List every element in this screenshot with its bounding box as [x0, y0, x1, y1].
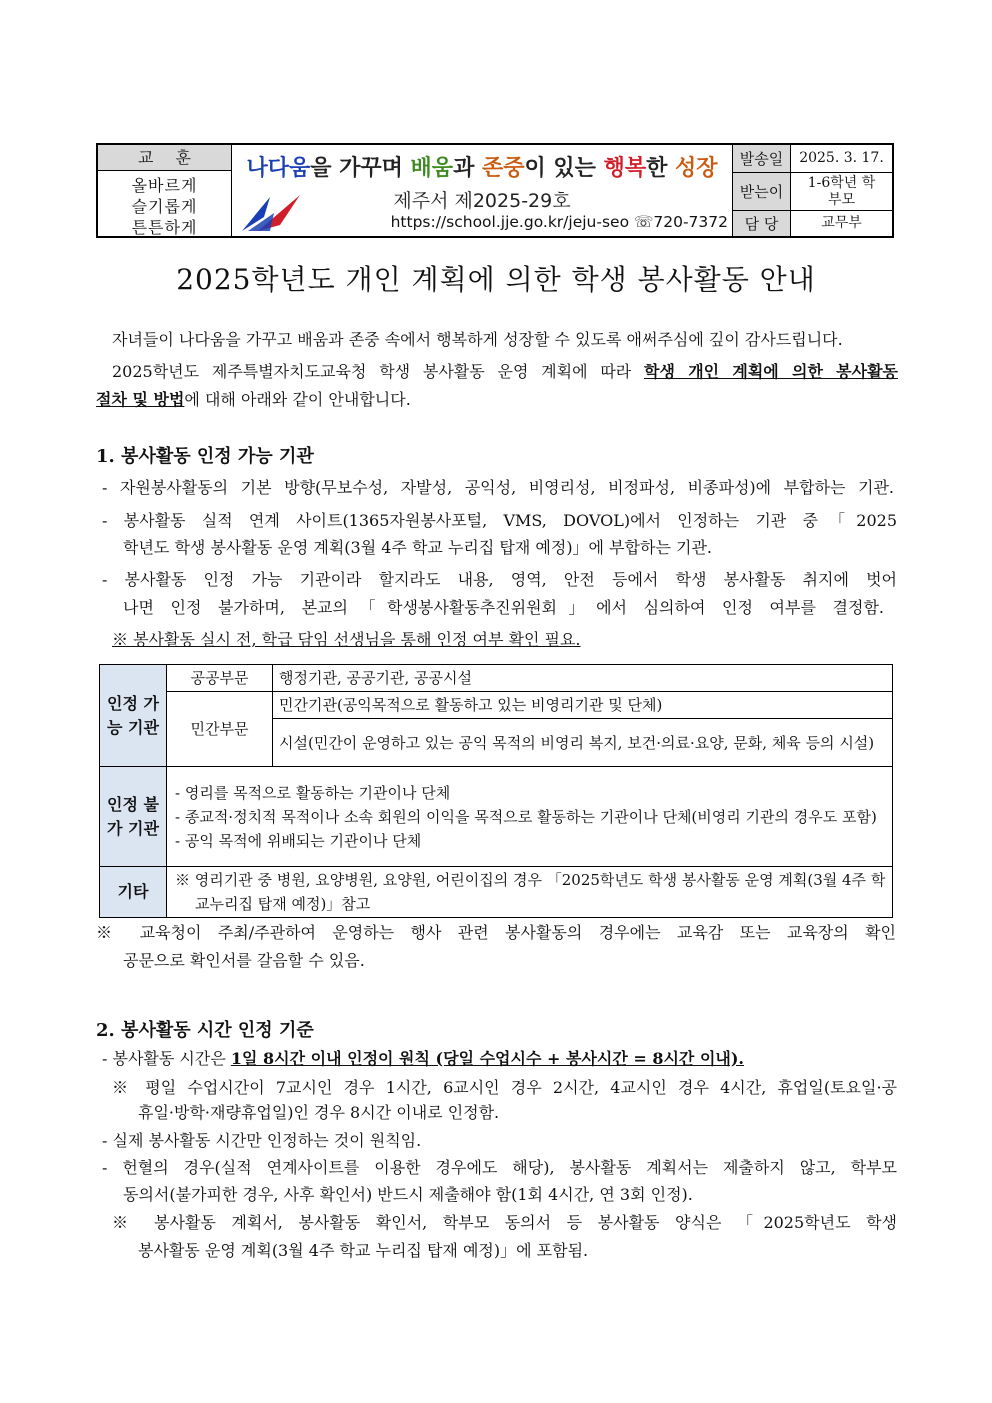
allowed-label: 인정 가능 기관: [100, 665, 167, 767]
section-1-note-2-cont: 공문으로 확인서를 갈음할 수 있음.: [123, 951, 365, 970]
info-value: 1-6학년 학부모: [807, 174, 876, 208]
private-sector-value-2: 시설(민간이 운영하고 있는 공익 목적의 비영리 복지, 보건·의료·요양, 문화, 체육 등의 시설): [273, 719, 893, 767]
section-2-bullet-cont: 동의서(불가피한 경우, 사후 확인서) 반드시 제출해야 함(1회 4시간, 연 3회 인정).: [123, 1185, 693, 1204]
denied-list: [167, 767, 893, 867]
section-2-heading: 2. 봉사활동 시간 인정 기준: [96, 1020, 314, 1041]
denied-item: - 종교적·정치적 목적이나 소속 회원의 이익을 목적으로 활동하는 기관이나 단체(비영리 기관의 경우도 포함): [175, 807, 877, 826]
info-row-recipient: [733, 173, 892, 211]
section-2-bullet: - 봉사활동 시간은 1일 8시간 이내 인정이 원칙 (당일 수업시수 + 봉사시간 = 8시간 이내).: [102, 1049, 744, 1068]
info-row-date: [733, 145, 892, 173]
info-key: 담 당: [733, 211, 791, 236]
other-value: ※ 영리기관 중 병원, 요양병원, 요양원, 어린이집의 경우 「2025학년도 학생 봉사활동 운영 계획(3월 4주 학교누리집 탑재 예정)」참고: [167, 867, 893, 918]
intro-line-1: 자녀들이 나다움을 가꾸고 배움과 존중 속에서 행복하게 성장할 수 있도록 애써주심에 깊이 감사드립니다.: [112, 330, 843, 349]
info-row-manager: [733, 211, 892, 236]
section-1-heading: 1. 봉사활동 인정 가능 기관: [96, 446, 314, 467]
section-2-note-cont: 휴일·방학·재량휴업일)인 경우 8시간 이내로 인정함.: [138, 1103, 500, 1122]
motto-line: 슬기롭게: [131, 197, 198, 216]
section-1-bullet-cont: 학년도 학생 봉사활동 운영 계획(3월 4주 학교 누리집 탑재 예정)」에 부합하는 기관.: [123, 538, 713, 557]
school-url-phone: https://school.jje.go.kr/jeju-seo ☏720-7372: [390, 213, 728, 231]
document-title: 2025학년도 개인 계획에 의한 학생 봉사활동 안내: [176, 263, 816, 296]
info-value: 2025. 3. 17.: [799, 150, 884, 166]
info-key: 받는이: [733, 173, 791, 210]
private-sector-label: 민간부문: [167, 692, 273, 767]
document-number: 제주서 제2025-29호: [393, 190, 571, 212]
public-sector-value: 행정기관, 공공기관, 공공시설: [273, 665, 893, 692]
school-motto: [98, 145, 232, 236]
info-value: 교무부: [821, 215, 862, 231]
section-2-note: ※ 봉사활동 계획서, 봉사활동 확인서, 학부모 동의서 등 봉사활동 양식은 「2025학년도 학생: [112, 1213, 897, 1232]
section-2-note: ※ 평일 수업시간이 7교시인 경우 1시간, 6교시인 경우 2시간, 4교시인 경우 4시간, 휴업일(토요일·공: [112, 1078, 897, 1097]
section-1-note-2: ※ 교육청이 주최/주관하여 운영하는 행사 관련 봉사활동의 경우에는 교육감 또는 교육장의 확인: [96, 923, 896, 942]
section-1-bullet: - 봉사활동 인정 가능 기관이라 할지라도 내용, 영역, 안전 등에서 학생 봉사활동 취지에 벗어: [102, 570, 897, 589]
header-center: [232, 145, 732, 236]
other-label: 기타: [100, 867, 167, 918]
section-2-note-cont: 봉사활동 운영 계획(3월 4주 학교 누리집 탑재 예정)」에 포함됨.: [138, 1241, 589, 1260]
private-sector-value-1: 민간기관(공익목적으로 활동하고 있는 비영리기관 및 단체): [273, 692, 893, 719]
motto-line: 올바르게: [131, 176, 198, 195]
denied-item: - 공익 목적에 위배되는 기관이나 단체: [175, 831, 422, 850]
section-2-bullet: - 헌혈의 경우(실적 연계사이트를 이용한 경우에도 해당), 봉사활동 계획서는 제출하지 않고, 학부모: [102, 1158, 897, 1177]
header-info: [732, 145, 892, 236]
denied-item: - 영리를 목적으로 활동하는 기관이나 단체: [175, 783, 451, 802]
motto-line: 튼튼하게: [131, 218, 198, 237]
section-1-bullet-cont: 나면 인정 불가하며, 본교의「학생봉사활동추진위원회」에서 심의하여 인정 여부를 결정함.: [123, 598, 884, 617]
school-slogan: 나다움을 가꾸며 배움과 존중이 있는 행복한 성장: [246, 156, 718, 181]
section-2-bullet: - 실제 봉사활동 시간만 인정하는 것이 원칙임.: [102, 1131, 422, 1150]
intro-line-2: 2025학년도 제주특별자치도교육청 학생 봉사활동 운영 계획에 따라 학생 개인 계획에 의한 봉사활동: [112, 362, 898, 381]
section-1-note: ※ 봉사활동 실시 전, 학급 담임 선생님을 통해 인정 여부 확인 필요.: [112, 630, 581, 649]
section-1-bullet: - 봉사활동 실적 연계 사이트(1365자원봉사포털, VMS, DOVOL)에서 인정하는 기관 중「2025: [102, 511, 897, 530]
denied-label: 인정 불가 기관: [100, 767, 167, 867]
info-key: 발송일: [733, 145, 791, 172]
intro-line-3: 절차 및 방법에 대해 아래와 같이 안내합니다.: [96, 390, 411, 409]
public-sector-label: 공공부문: [167, 665, 273, 692]
letter-header: [96, 143, 894, 238]
section-1-bullet: - 자원봉사활동의 기본 방향(무보수성, 자발성, 공익성, 비영리성, 비정파성, 비종파성)에 부합하는 기관.: [102, 478, 894, 497]
motto-title: 교훈: [98, 145, 231, 171]
institution-criteria-table: [99, 664, 893, 918]
